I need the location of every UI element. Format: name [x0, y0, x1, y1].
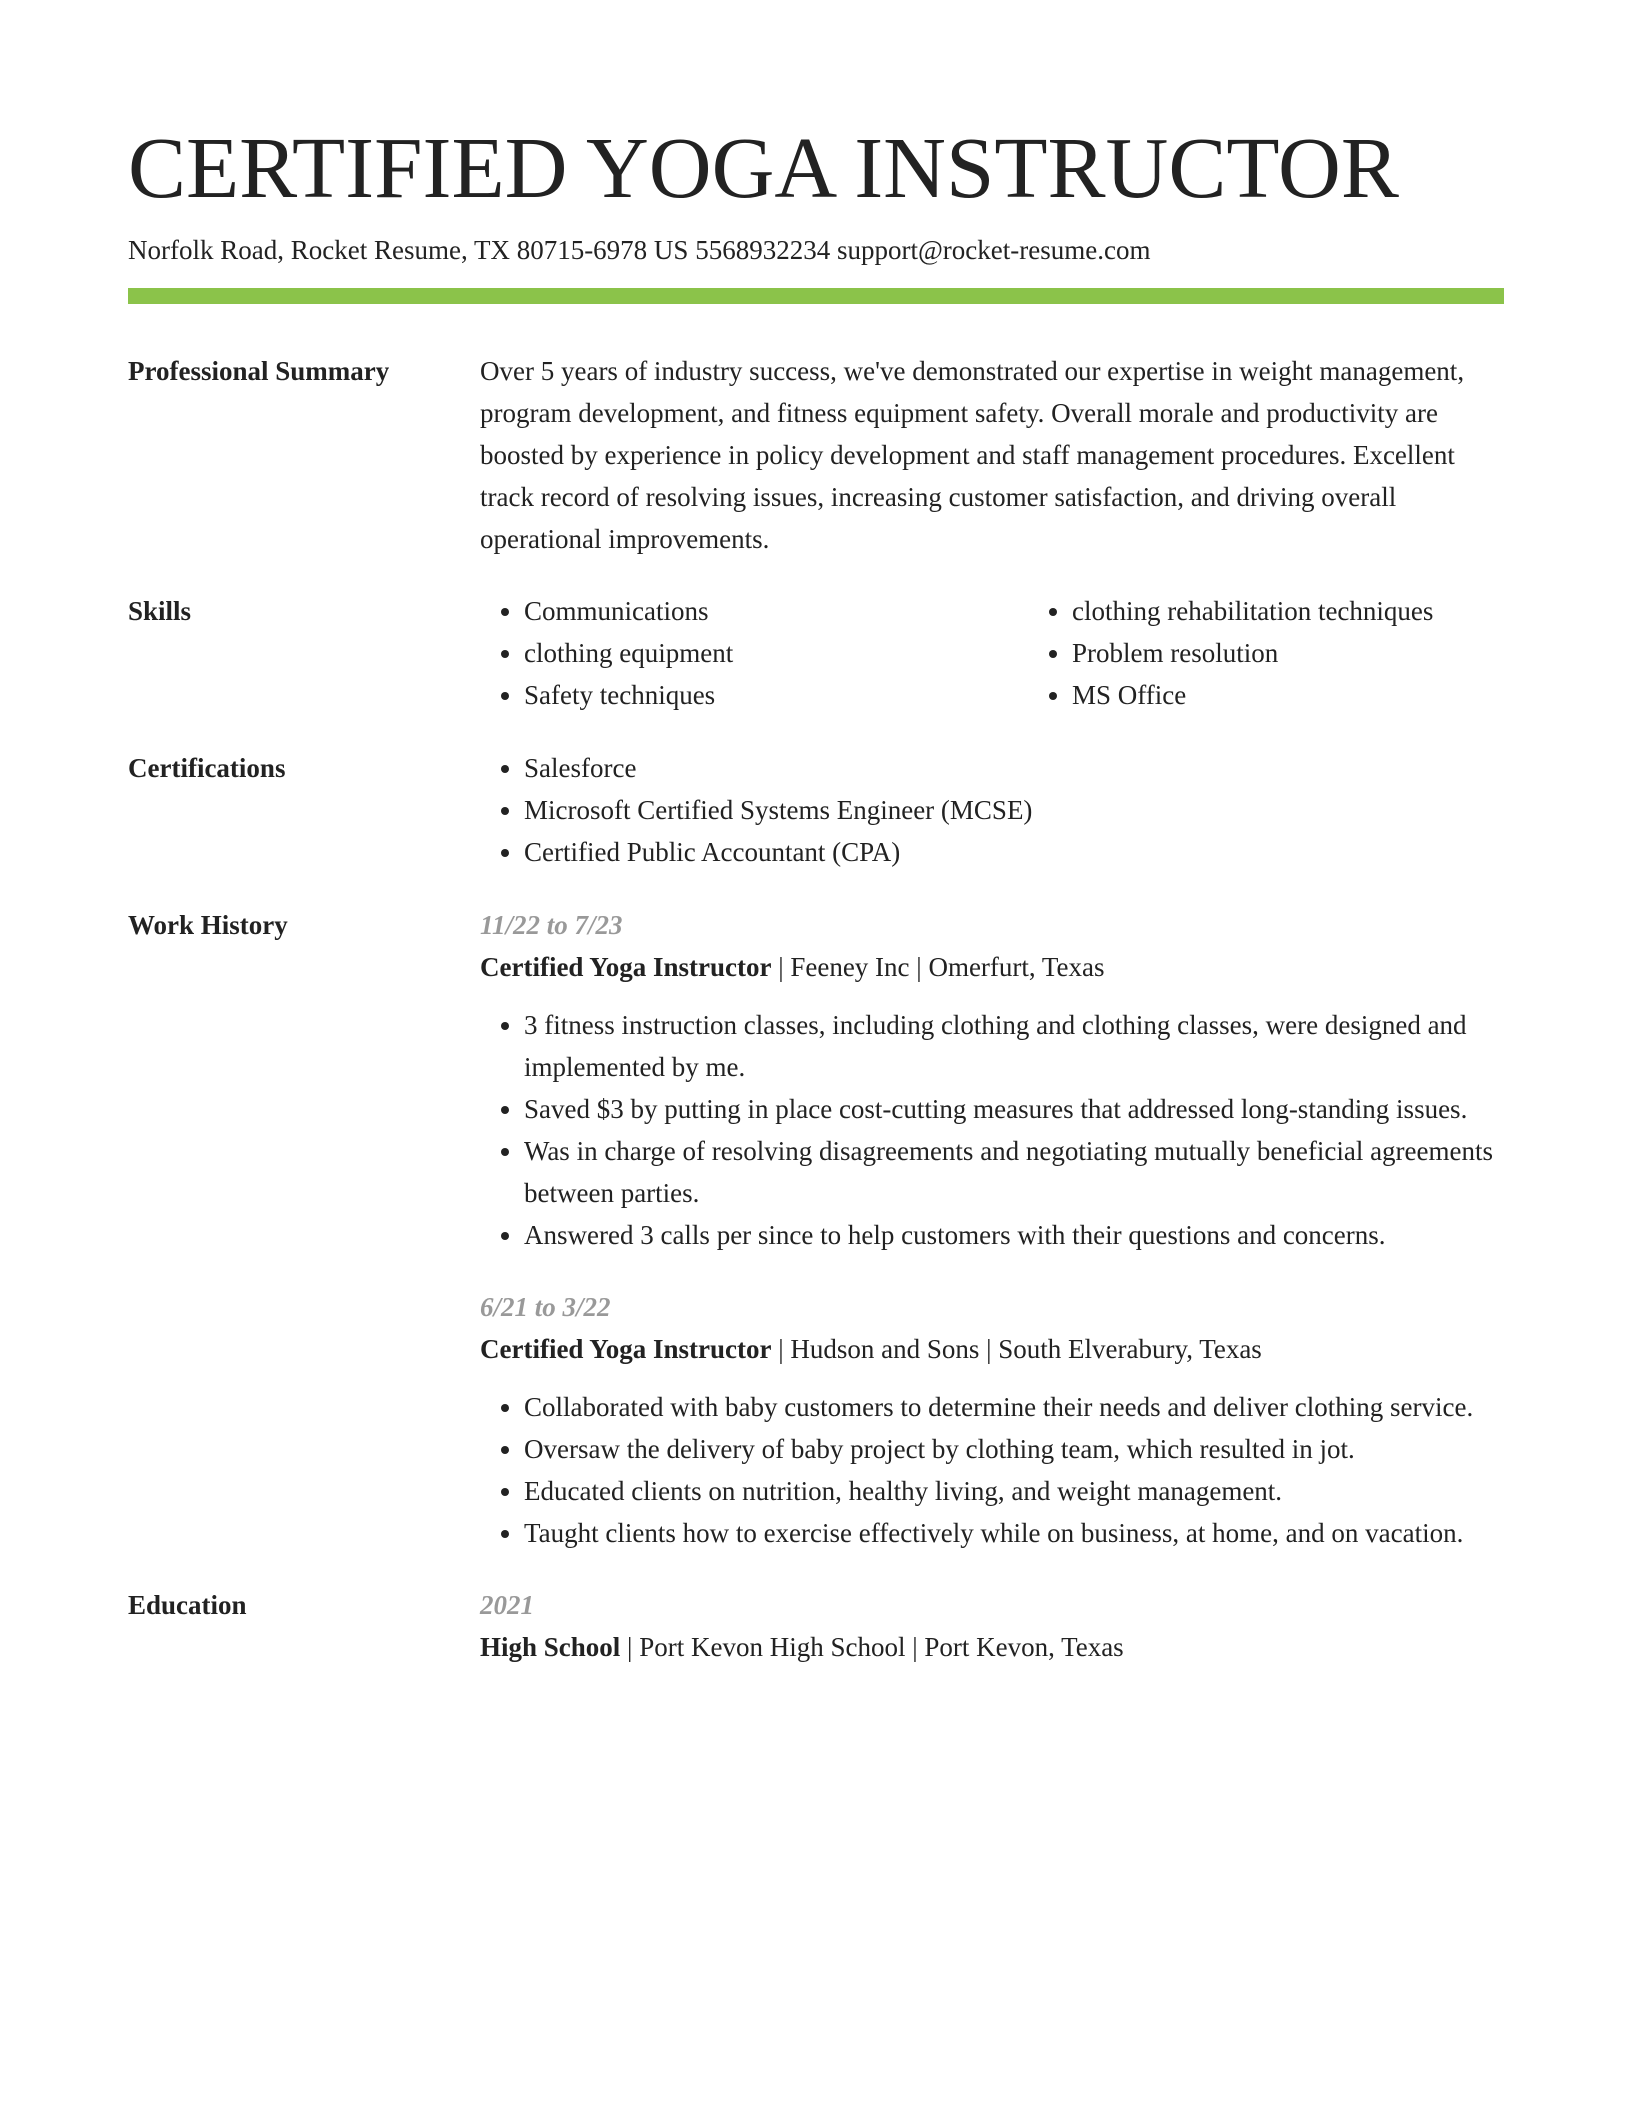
- education-section: [128, 1584, 1504, 1668]
- list-item: • Safety techniques: [524, 674, 1028, 716]
- section-label-summary: Professional Summary: [128, 356, 390, 386]
- list-item: • Saved $3 by putting in place cost-cutting measures that addressed long-standing issues.: [524, 1088, 1504, 1130]
- job-title-line: [480, 946, 1504, 988]
- list-item: • Answered 3 calls per since to help customers with their questions and concerns.: [524, 1214, 1504, 1256]
- education-details: | Port Kevon High School | Port Kevon, Texas: [620, 1632, 1124, 1662]
- job-details: | Feeney Inc | Omerfurt, Texas: [771, 952, 1105, 982]
- skills-column-2: [1028, 590, 1576, 716]
- certifications-section: [128, 747, 1504, 873]
- list-item: • Microsoft Certified Systems Engineer (MCSE): [524, 789, 1504, 831]
- list-item: • Educated clients on nutrition, healthy living, and weight management.: [524, 1470, 1504, 1512]
- section-label-certifications: Certifications: [128, 753, 286, 783]
- work-history-body: [480, 904, 1504, 1554]
- education-line: [480, 1626, 1504, 1668]
- job-dates: 6/21 to 3/22: [480, 1292, 611, 1322]
- education-body: [480, 1584, 1504, 1668]
- job-entry: [480, 1286, 1504, 1554]
- certifications-list: [480, 747, 1504, 873]
- list-item: • clothing rehabilitation techniques: [1072, 590, 1576, 632]
- job-role: Certified Yoga Instructor: [480, 952, 772, 982]
- list-item: • Collaborated with baby customers to determine their needs and deliver clothing service.: [524, 1386, 1504, 1428]
- job-entry: [480, 904, 1504, 1256]
- education-year: 2021: [480, 1590, 534, 1620]
- summary-section: [128, 350, 1504, 560]
- list-item: • Oversaw the delivery of baby project by clothing team, which resulted in jot.: [524, 1428, 1504, 1470]
- list-item: • Certified Public Accountant (CPA): [524, 831, 1504, 873]
- resume-title: CERTIFIED YOGA INSTRUCTOR: [128, 119, 1399, 216]
- job-bullets: [480, 1004, 1504, 1256]
- skills-column-1: [480, 590, 1028, 716]
- list-item: • Communications: [524, 590, 1028, 632]
- job-role: Certified Yoga Instructor: [480, 1334, 772, 1364]
- certifications-body: [480, 747, 1504, 873]
- list-item: • 3 fitness instruction classes, including clothing and clothing classes, were designed and implemented by me.: [524, 1004, 1504, 1088]
- summary-body: [480, 350, 1504, 560]
- skills-grid: [480, 590, 1576, 716]
- accent-rule: [128, 288, 1504, 304]
- list-item: • Problem resolution: [1072, 632, 1576, 674]
- contact-line: Norfolk Road, Rocket Resume, TX 80715-6978 US 5568932234 support@rocket-resume.com: [128, 235, 1151, 265]
- section-label-work-history: Work History: [128, 910, 288, 940]
- list-item: • clothing equipment: [524, 632, 1028, 674]
- list-item: • Was in charge of resolving disagreements and negotiating mutually beneficial agreements between parties.: [524, 1130, 1504, 1214]
- job-title-line: [480, 1328, 1504, 1370]
- skills-section: [128, 590, 1504, 716]
- job-details: | Hudson and Sons | South Elverabury, Texas: [771, 1334, 1262, 1364]
- skills-body: [480, 590, 1576, 716]
- job-bullets: [480, 1386, 1504, 1554]
- education-degree: High School: [480, 1632, 621, 1662]
- list-item: • MS Office: [1072, 674, 1576, 716]
- section-label-skills: Skills: [128, 596, 192, 626]
- summary-text: Over 5 years of industry success, we've demonstrated our expertise in weight management, program development, and fitness equipment safety. Overall morale and productivity are boosted by experience in policy development and staff management procedures. Excellent track record of resolving issues, increasing customer satisfaction, and driving overall operational improvements.: [480, 356, 1465, 554]
- list-item: • Taught clients how to exercise effectively while on business, at home, and on vacation.: [524, 1512, 1504, 1554]
- section-label-education: Education: [128, 1590, 247, 1620]
- work-history-section: [128, 904, 1504, 1554]
- list-item: • Salesforce: [524, 747, 1504, 789]
- job-dates: 11/22 to 7/23: [480, 910, 623, 940]
